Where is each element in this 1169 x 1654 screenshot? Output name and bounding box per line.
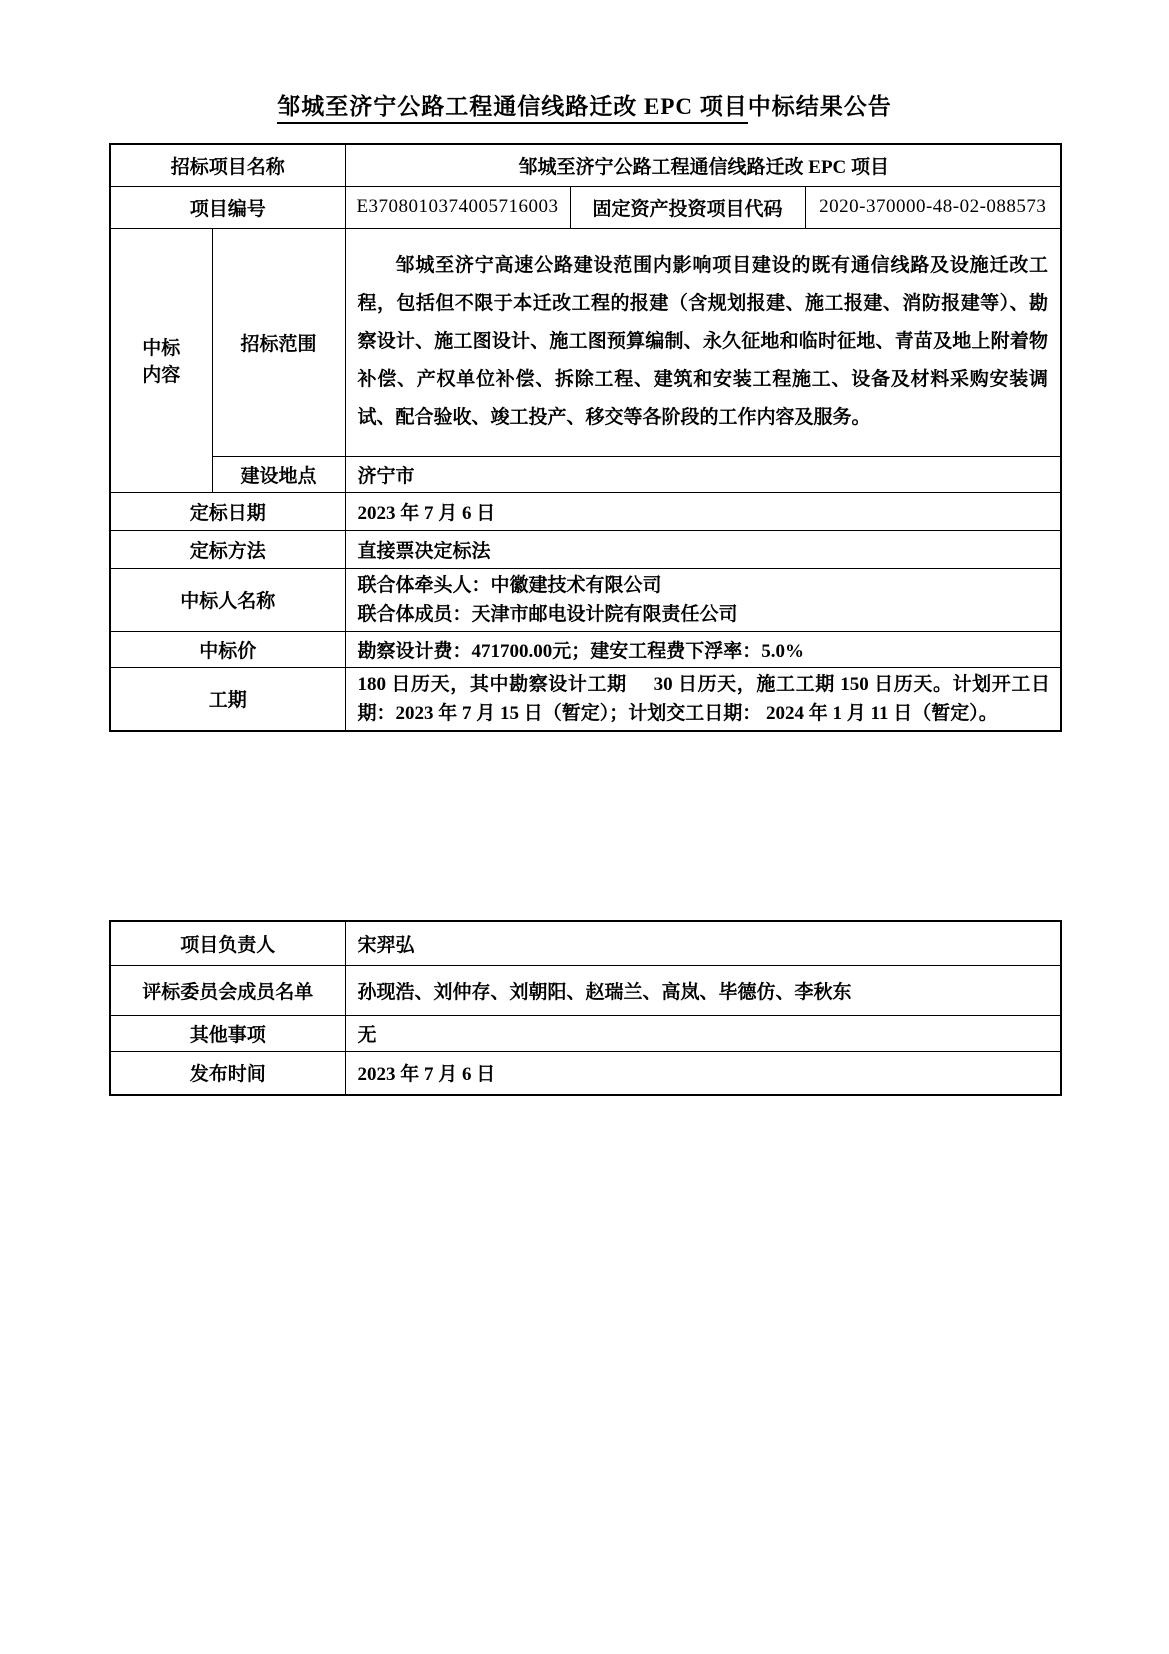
row-publish-time: [110, 1051, 1061, 1095]
bid-result-table: [109, 143, 1062, 732]
publish-time-value: 2023 年 7 月 6 日: [345, 1051, 1061, 1095]
bid-scope-label: 招标范围: [212, 228, 345, 456]
other-matters-label: 其他事项: [110, 1015, 345, 1051]
row-winner: [110, 568, 1061, 631]
page-title: [0, 88, 1169, 121]
investment-code-value: 2020-370000-48-02-088573: [805, 186, 1061, 228]
publish-time-label: 发布时间: [110, 1051, 345, 1095]
winner-value: [345, 568, 1061, 631]
bid-scope-value: 邹城至济宁高速公路建设范围内影响项目建设的既有通信线路及设施迁改工程，包括但不限于本迁改工程的报建（含规划报建、施工报建、消防报建等）、勘察设计、施工图设计、施工图预算编制、永久征地和临时征地、青苗及地上附着物补偿、产权单位补偿、拆除工程、建筑和安装工程施工、设备及材料采购安装调试、配合验收、竣工投产、移交等各阶段的工作内容及服务。: [345, 228, 1061, 456]
row-price: [110, 631, 1061, 667]
row-duration: [110, 667, 1061, 731]
project-name-value: 邹城至济宁公路工程通信线路迁改 EPC 项目: [345, 144, 1061, 186]
price-value: 勘察设计费：471700.00元；建安工程费下浮率：5.0%: [345, 631, 1061, 667]
award-method-label: 定标方法: [110, 530, 345, 568]
other-matters-value: 无: [345, 1015, 1061, 1051]
price-label: 中标价: [110, 631, 345, 667]
row-location: [110, 456, 1061, 492]
investment-code-label: 固定资产投资项目代码: [570, 186, 805, 228]
committee-value: 孙现浩、刘仲存、刘朝阳、赵瑞兰、高岚、毕德仿、李秋东: [345, 965, 1061, 1015]
award-method-value: 直接票决定标法: [345, 530, 1061, 568]
project-manager-label: 项目负责人: [110, 921, 345, 965]
winner-member: 联合体成员：天津市邮电设计院有限责任公司: [357, 603, 738, 625]
bid-content-label: [110, 228, 212, 492]
project-name-label: 招标项目名称: [110, 144, 345, 186]
row-bid-scope: [110, 228, 1061, 456]
row-project-number: [110, 186, 1061, 228]
award-date-value: 2023 年 7 月 6 日: [345, 492, 1061, 530]
bid-content-label-line1: 中标: [142, 338, 181, 359]
row-committee: [110, 965, 1061, 1015]
row-project-manager: [110, 921, 1061, 965]
winner-leader: 联合体牵头人：中徽建技术有限公司: [357, 574, 662, 596]
page-title-rest: 中标结果公告: [747, 94, 892, 119]
award-date-label: 定标日期: [110, 492, 345, 530]
project-number-value: E3708010374005716003: [345, 186, 570, 228]
project-number-label: 项目编号: [110, 186, 345, 228]
duration-value: 180 日历天，其中勘察设计工期 30 日历天，施工工期 150 日历天。计划开工日期：2023 年 7 月 15 日（暂定）；计划交工日期： 2024 年 1 月 11 日（暂定）。: [345, 667, 1061, 731]
row-project-name: [110, 144, 1061, 186]
duration-label: 工期: [110, 667, 345, 731]
committee-label: 评标委员会成员名单: [110, 965, 345, 1015]
row-award-date: [110, 492, 1061, 530]
row-award-method: [110, 530, 1061, 568]
project-manager-value: 宋羿弘: [345, 921, 1061, 965]
project-info-table: [109, 920, 1062, 1096]
row-other-matters: [110, 1015, 1061, 1051]
page-title-underlined: 邹城至济宁公路工程通信线路迁改 EPC 项目: [277, 94, 748, 124]
location-value: 济宁市: [345, 456, 1061, 492]
location-label: 建设地点: [212, 456, 345, 492]
winner-label: 中标人名称: [110, 568, 345, 631]
bid-content-label-line2: 内容: [142, 365, 181, 386]
